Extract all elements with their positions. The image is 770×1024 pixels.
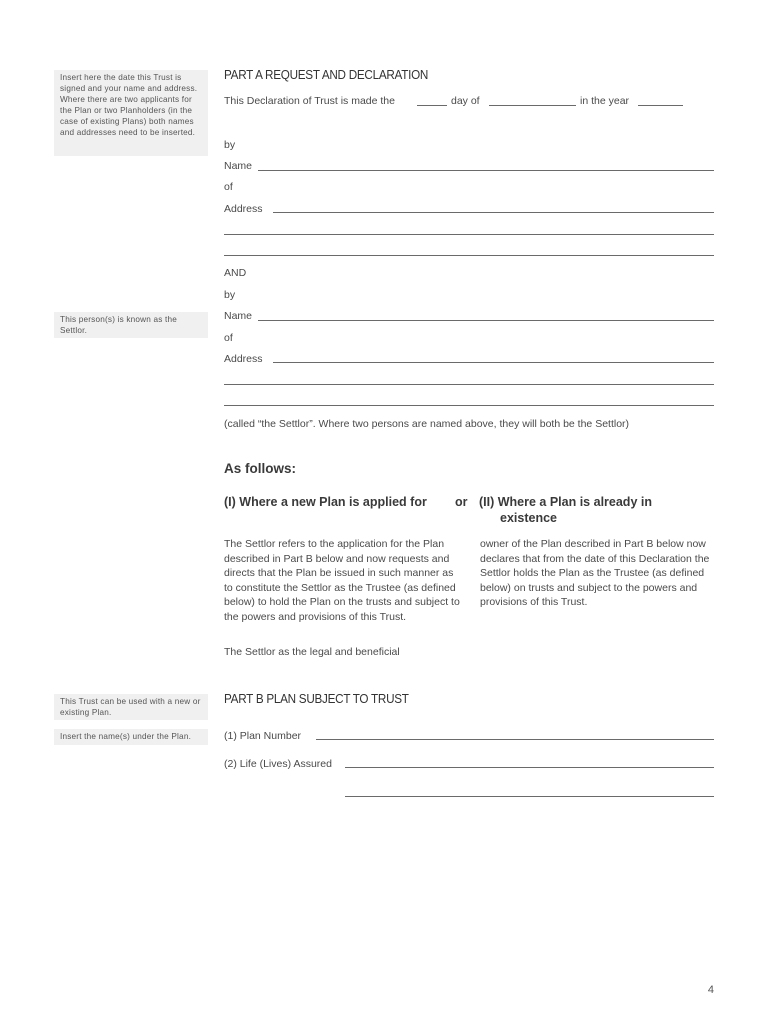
called-settlor-text: (called “the Settlor”. Where two persons are named above, they will both be the Settlor) bbox=[224, 418, 630, 430]
year-label: in the year bbox=[580, 95, 630, 107]
address-field-2-line-3[interactable] bbox=[224, 405, 714, 406]
option-1-title: (I) Where a new Plan is applied for bbox=[224, 495, 427, 509]
option-2-text: owner of the Plan described in Part B below now declares that from the date of this Declaration the Settlor holds the Plan as the Trustee (as defined below) on trusts and subject to the powers and provisions of this Trust. bbox=[480, 538, 710, 609]
and-label: AND bbox=[224, 267, 247, 279]
by-label-2: by bbox=[224, 289, 236, 301]
settlor-note: This person(s) is known as the Settlor. bbox=[54, 312, 208, 338]
declaration-prefix: This Declaration of Trust is made the bbox=[224, 95, 395, 107]
lives-assured-field-line-2[interactable] bbox=[345, 796, 714, 797]
plan-number-field[interactable] bbox=[316, 739, 714, 740]
address-field-2-line-1[interactable] bbox=[273, 362, 714, 363]
name-label-2: Name bbox=[224, 310, 253, 322]
address-label-2: Address bbox=[224, 353, 263, 365]
address-field-line-2[interactable] bbox=[224, 234, 714, 235]
by-label: by bbox=[224, 139, 236, 151]
lives-assured-label: (2) Life (Lives) Assured bbox=[224, 758, 332, 770]
option-1-text: The Settlor refers to the application for the Plan described in Part B below and now requests and directs that the Plan be issued in such manner as to constitute the Settlor as the Trustee (as defined below) to hold the Plan on the trusts and subject to the powers and provisions of this Trust. bbox=[224, 538, 460, 623]
day-field[interactable] bbox=[417, 105, 447, 106]
address-field-line-3[interactable] bbox=[224, 255, 714, 256]
of-label: of bbox=[224, 181, 233, 193]
year-field[interactable] bbox=[638, 105, 683, 106]
month-field[interactable] bbox=[489, 105, 576, 106]
as-follows-heading: As follows: bbox=[224, 461, 297, 476]
name-label: Name bbox=[224, 160, 253, 172]
lives-assured-field-line-1[interactable] bbox=[345, 767, 714, 768]
date-note: Insert here the date this Trust is signed and your name and address. Where there are two applicants for the Plan or two Planholders (in the case of existing Plans) both names and addresses need to be inserted. bbox=[54, 70, 208, 156]
trust-note: This Trust can be used with a new or existing Plan. bbox=[54, 694, 208, 720]
name-field[interactable] bbox=[258, 170, 714, 171]
part-a-heading: PART A REQUEST AND DECLARATION bbox=[224, 67, 429, 82]
address-field-line-1[interactable] bbox=[273, 212, 714, 213]
option-1-tail: The Settlor as the legal and beneficial bbox=[224, 646, 400, 658]
part-b-heading: PART B PLAN SUBJECT TO TRUST bbox=[224, 691, 409, 706]
day-of-label: day of bbox=[451, 95, 480, 107]
of-label-2: of bbox=[224, 332, 233, 344]
names-note: Insert the name(s) under the Plan. bbox=[54, 729, 208, 745]
option-2-title: (II) Where a Plan is already in existence bbox=[479, 495, 652, 525]
or-label: or bbox=[455, 495, 468, 509]
plan-number-label: (1) Plan Number bbox=[224, 730, 302, 742]
name-field-2[interactable] bbox=[258, 320, 714, 321]
address-field-2-line-2[interactable] bbox=[224, 384, 714, 385]
address-label: Address bbox=[224, 203, 263, 215]
page-number: 4 bbox=[707, 984, 714, 996]
